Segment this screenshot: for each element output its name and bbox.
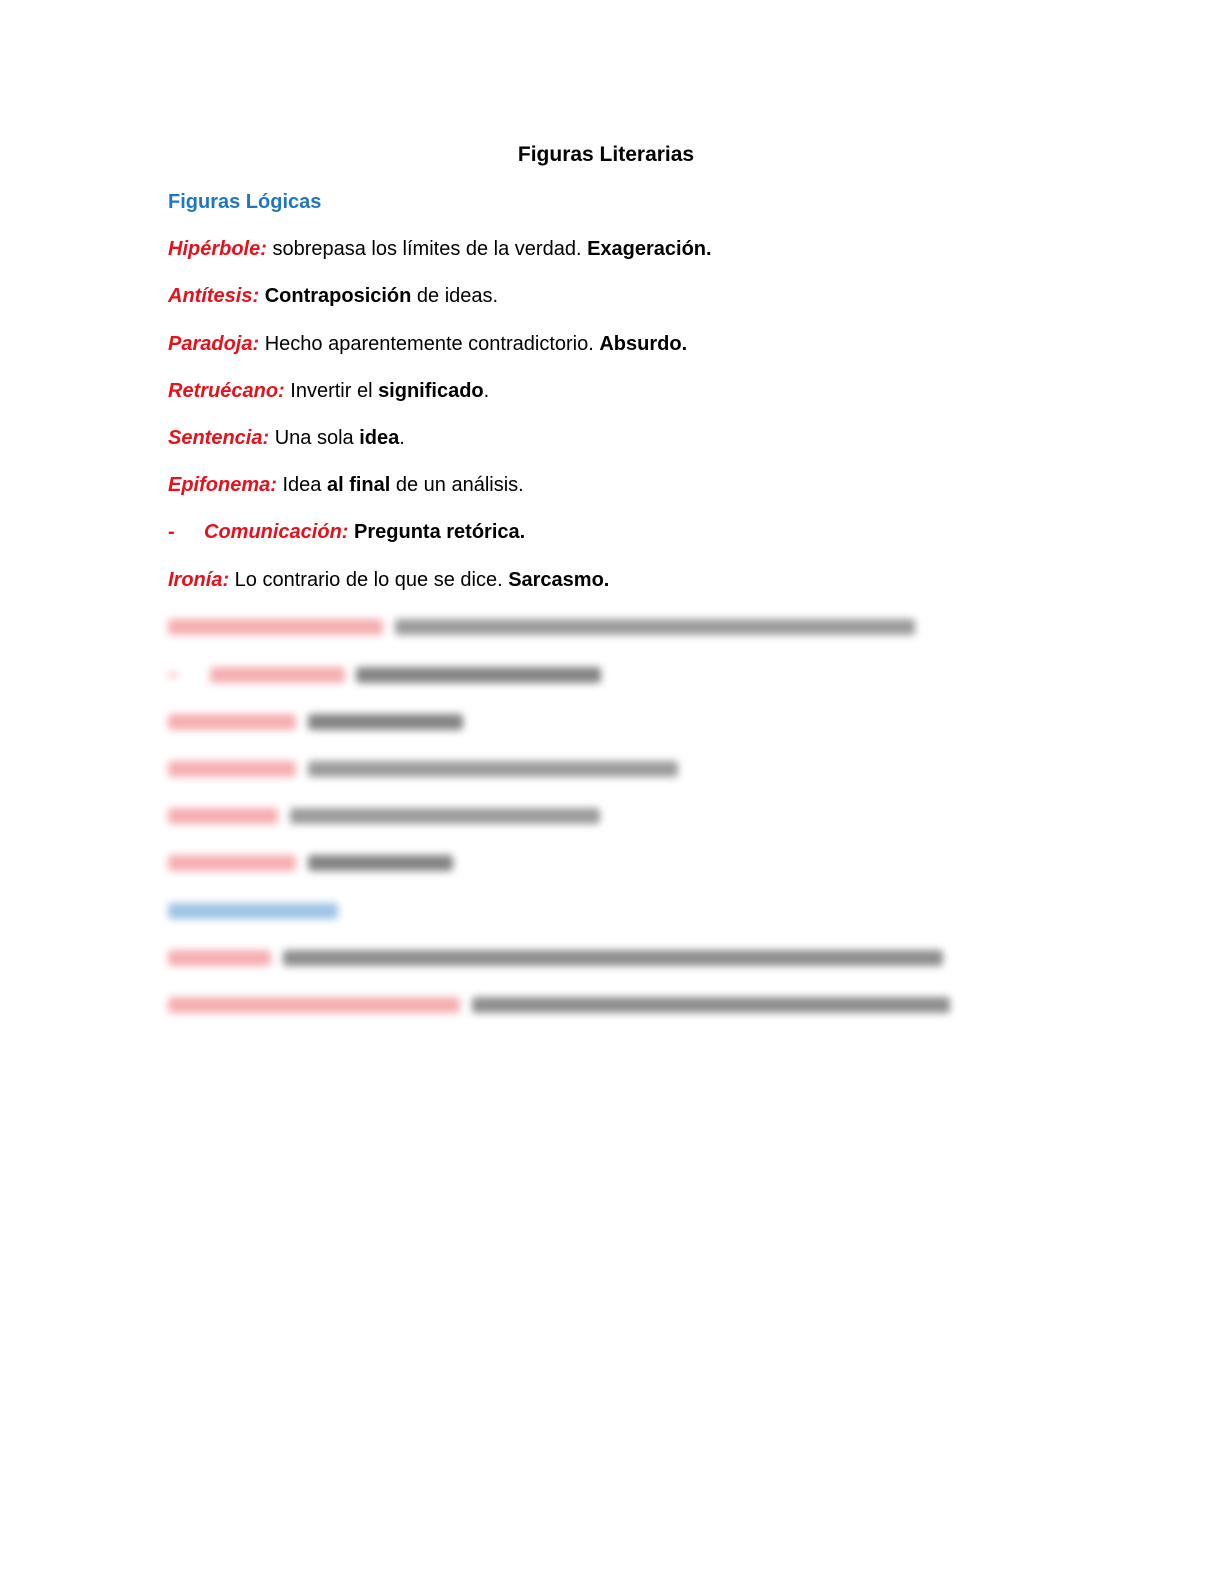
entry-text: Idea	[276, 474, 327, 497]
entry-epifonema	[168, 470, 1068, 517]
entry-sentencia	[168, 423, 1068, 470]
entry-bold: Exageración.	[587, 238, 712, 261]
entry-text: Invertir el	[284, 379, 379, 402]
blurred-entry-8	[168, 989, 1068, 1036]
entry-text: Lo contrario de lo que se dice.	[229, 568, 509, 591]
entry-term: Sentencia:	[168, 426, 270, 449]
entry-text-tail: de ideas.	[411, 285, 499, 308]
blurred-entry-4	[168, 753, 1068, 800]
entry-term: Antítesis:	[168, 285, 260, 308]
entry-antitesis	[168, 281, 1068, 328]
entry-bold: Absurdo.	[599, 332, 688, 355]
entry-bold: Pregunta retórica.	[354, 521, 526, 544]
entry-bold: Contraposición	[264, 285, 412, 308]
entry-term: Retruécano:	[168, 379, 285, 402]
entry-text-tail: de un análisis.	[390, 474, 524, 497]
entry-ironia	[168, 565, 1068, 612]
blurred-entry-6	[168, 848, 1068, 895]
entry-term: Paradoja:	[168, 332, 260, 355]
entry-term: Ironía:	[168, 568, 230, 591]
entry-bold: al final	[326, 474, 391, 497]
blurred-entry-7	[168, 942, 1068, 989]
entry-paradoja	[168, 329, 1068, 376]
entry-text-tail: .	[483, 379, 490, 402]
entry-term: Hipérbole:	[168, 238, 267, 261]
document-title: Figuras Literarias	[517, 143, 695, 166]
blurred-entry-1	[168, 612, 1068, 659]
entry-text: sobrepasa los límites de la verdad.	[266, 238, 588, 261]
entry-hiperbole	[168, 234, 1068, 281]
entry-retruecano	[168, 376, 1068, 423]
entry-bold: Sarcasmo.	[508, 568, 610, 591]
entry-term: Epifonema:	[168, 474, 277, 497]
entry-text: Una sola	[269, 426, 360, 449]
blurred-section-heading	[168, 895, 1068, 942]
blurred-entry-5	[168, 800, 1068, 847]
list-bullet: -	[168, 521, 175, 544]
entry-bold: significado	[378, 379, 484, 402]
entry-text-tail: .	[399, 426, 405, 449]
entry-term: Comunicación:	[204, 521, 349, 544]
entry-comunicacion	[168, 517, 1068, 564]
section-heading: Figuras Lógicas	[168, 191, 322, 213]
blurred-entry-2	[168, 659, 1068, 706]
document-body	[168, 187, 1068, 1036]
entry-bold: idea	[359, 426, 400, 449]
blurred-entry-3	[168, 706, 1068, 753]
entry-text: Hecho aparentemente contradictorio.	[259, 332, 600, 355]
